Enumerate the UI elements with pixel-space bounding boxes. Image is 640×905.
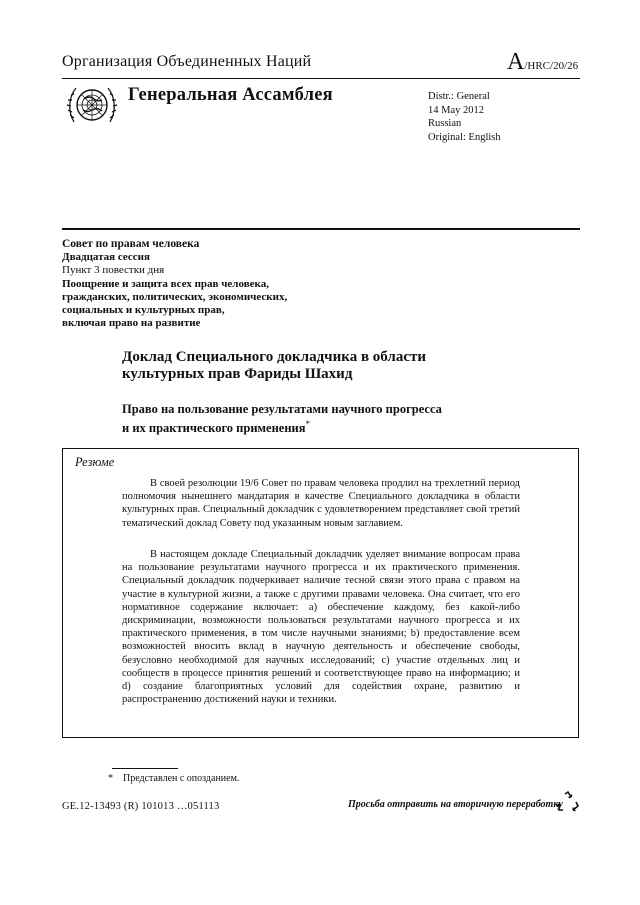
agenda-title-line: включая право на развитие xyxy=(62,317,201,330)
header-thick-rule xyxy=(62,228,580,230)
summary-paragraph-text: В настоящем докладе Специальный докладчик уделяет внимание вопросам права на пользование результатами научного прогресса и их практического применения. Специальный докладчик подчеркивает наличие тесной связи этого права с правом на участие в культурной жизни, а также с другими правами человека. Она считает, что его нормативное содержание включает: a) обеспечение каждому, без какой-либо дискриминации, возможности пользоваться результатами научного прогресса и их практического применения, в том числе научными знаниями; b) предоставление всем возможностей вносить вклад в научную деятельность и обеспечение свободы, безусловно необходимой для научных исследований; c) участие отдельных лиц и сообществ в процессе принятия решений и соответствующее право на информацию; и d) создание благоприятных условий для содействия охране, развитию и распространению достижений науки и техники. xyxy=(122,549,520,706)
report-subtitle-line: Право на пользование результатами научного прогресса xyxy=(122,402,442,416)
report-subtitle-line: и их практического применения xyxy=(122,420,306,435)
original-language-line: Original: English xyxy=(428,131,501,143)
summary-paragraph xyxy=(122,548,520,706)
document-symbol-number: /HRC/20/26 xyxy=(524,60,579,72)
summary-label: Резюме xyxy=(75,455,115,469)
document-symbol-letter: A xyxy=(507,49,525,75)
agenda-title-line: гражданских, политических, экономических, xyxy=(62,290,288,303)
document-symbol xyxy=(507,49,579,75)
summary-paragraph-text: В своей резолюции 19/6 Совет по правам человека продлил на трехлетний период полномочия нынешнего мандатария в качестве Специального докладчика в области культурных прав. Специальный докладчик с удовлетворением представляет свой третий тематический доклад Совету под указанным новым заглавием. xyxy=(122,478,520,529)
date-line: 14 May 2012 xyxy=(428,104,484,116)
organization-name: Организация Объединенных Наций xyxy=(62,53,312,70)
document-job-code: GE.12-13493 (R) 101013 …051113 xyxy=(62,801,220,812)
agenda-title-line: социальных и культурных прав, xyxy=(62,304,225,317)
distribution-line: Distr.: General xyxy=(428,91,490,102)
report-title-line: культурных прав Фариды Шахид xyxy=(122,366,353,382)
recycle-note: Просьба отправить на вторичную переработку xyxy=(348,799,563,810)
assembly-title: Генеральная Ассамблея xyxy=(128,85,333,105)
council-session: Двадцатая сессия xyxy=(62,251,150,264)
language-line: Russian xyxy=(428,118,462,129)
footnote-reference: * xyxy=(305,418,311,429)
council-block xyxy=(62,238,287,330)
agenda-title-line: Поощрение и защита всех прав человека, xyxy=(62,277,269,290)
header-rule xyxy=(62,78,580,79)
agenda-item: Пункт 3 повестки дня xyxy=(62,264,165,277)
report-title-line: Доклад Специального докладчика в области xyxy=(122,349,427,365)
footnote-mark: * xyxy=(108,773,113,784)
council-name: Совет по правам человека xyxy=(62,238,200,250)
recycle-icon xyxy=(556,790,580,814)
footnote-text: Представлен с опозданием. xyxy=(123,773,240,784)
footnote xyxy=(108,773,239,784)
un-emblem-icon xyxy=(64,82,120,128)
summary-paragraph xyxy=(122,477,520,530)
distribution-info xyxy=(428,90,501,144)
report-title xyxy=(122,349,522,383)
report-subtitle xyxy=(122,402,522,435)
footnote-rule xyxy=(112,768,178,769)
